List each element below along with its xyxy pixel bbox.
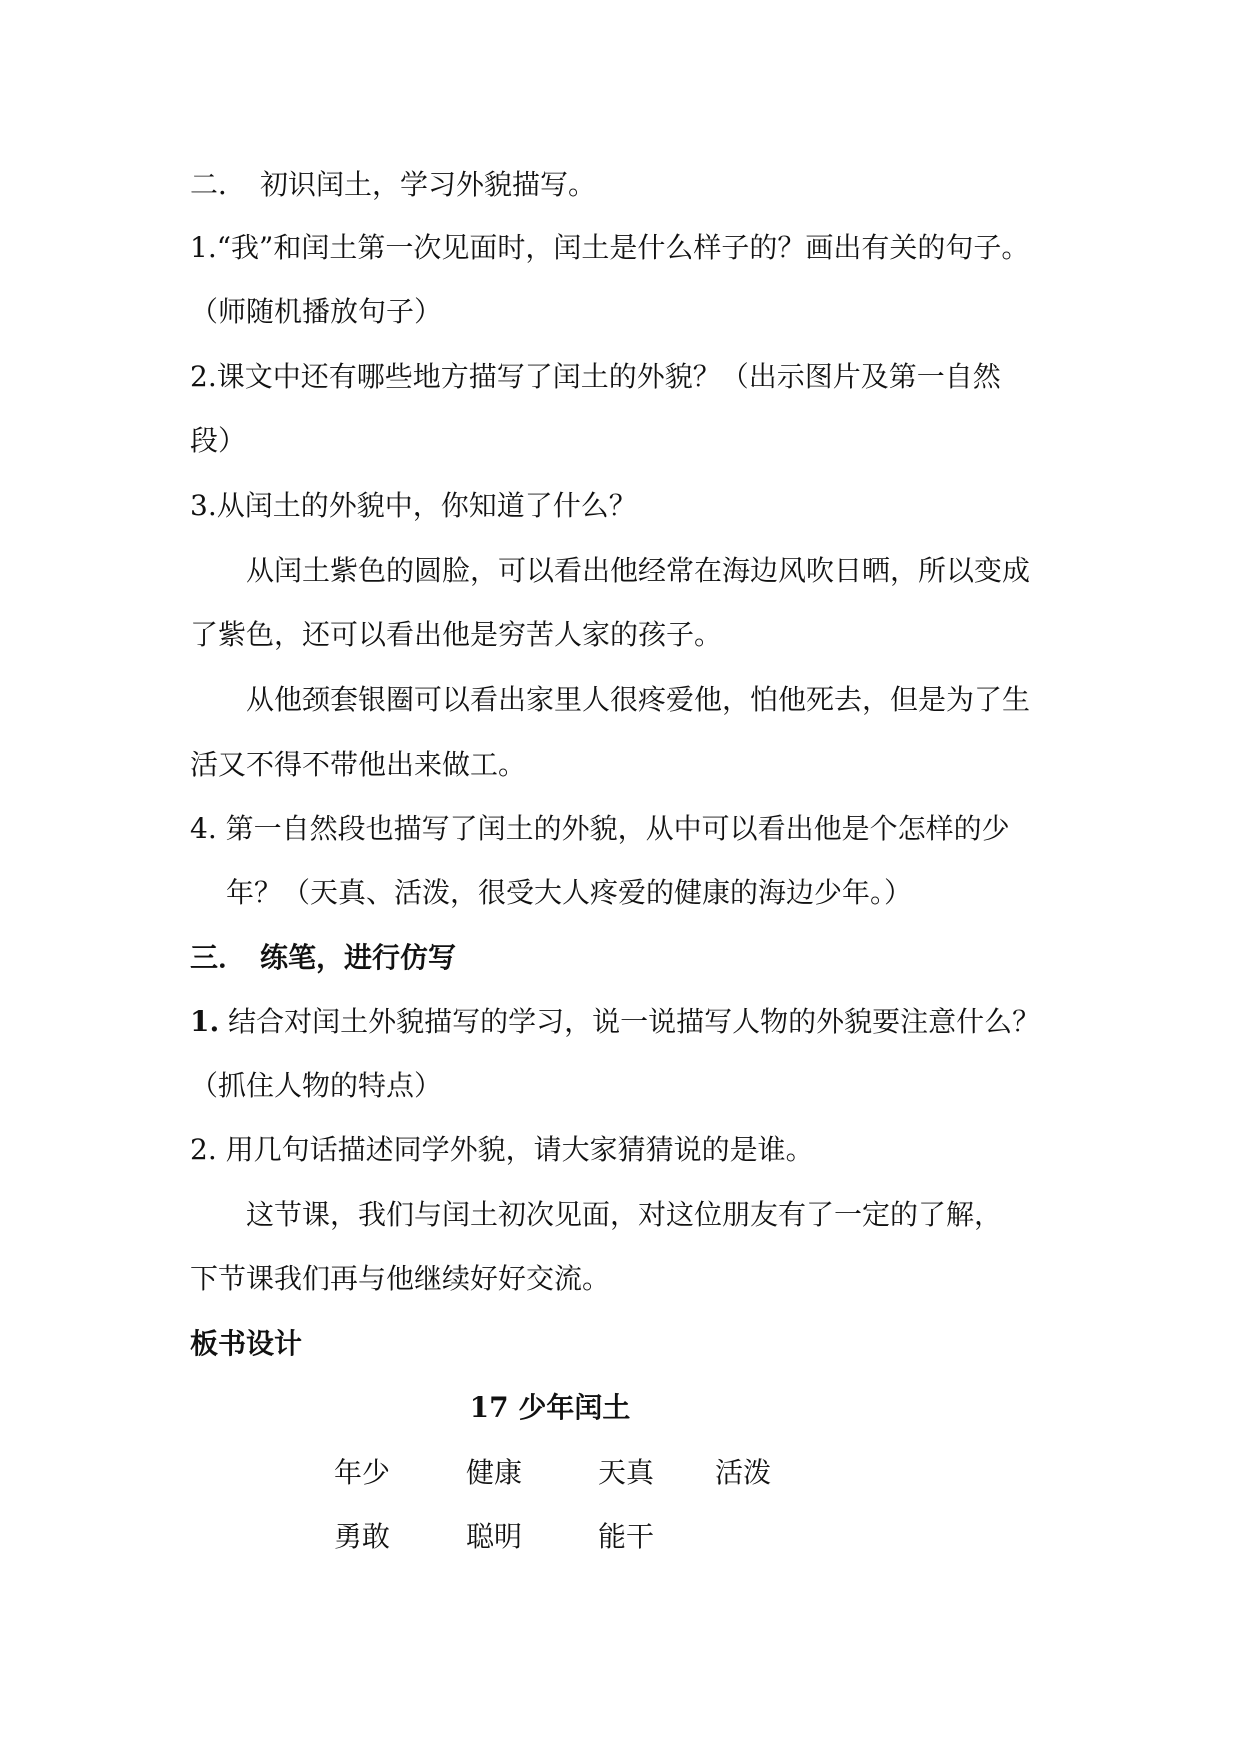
question-1-line-2: （师随机播放句子） [190,295,443,328]
board-word: 年少 [334,1456,391,1489]
question-4-line-1: 4. 第一自然段也描写了闰土的外貌，从中可以看出他是个怎样的少 [190,812,1010,845]
question-4-line-2: 年？（天真、活泼，很受大人疼爱的健康的海边少年。） [226,876,913,909]
practice-question-1 [190,1002,1040,1042]
board-word: 能干 [598,1520,655,1553]
question-1-line-1: 1.“我”和闰土第一次见面时，闰土是什么样子的？画出有关的句子。 [190,231,1030,264]
board-word: 活泼 [715,1456,772,1489]
practice-question-2: 2. 用几句话描述同学外貌，请大家猜猜说的是谁。 [190,1133,814,1166]
answer-2-line-2: 活又不得不带他出来做工。 [190,748,527,781]
board-word: 聪明 [466,1520,523,1553]
question-2-line-2: 段） [190,424,247,457]
board-word: 勇敢 [334,1520,391,1553]
practice-question-1-text: 结合对闰土外貌描写的学习，说一说描写人物的外貌要注意什么？ [228,1005,1041,1038]
question-2-line-1: 2.课文中还有哪些地方描写了闰土的外貌？（出示图片及第一自然 [190,360,1001,393]
answer-2-line-1: 从他颈套银圈可以看出家里人很疼爱他，怕他死去，但是为了生 [246,683,1031,716]
answer-1-line-1: 从闰土紫色的圆脸，可以看出他经常在海边风吹日晒，所以变成 [246,554,1031,587]
section-3-heading: 三． 练笔，进行仿写 [190,941,457,974]
answer-1-line-2: 了紫色，还可以看出他是穷苦人家的孩子。 [190,618,723,651]
question-3: 3.从闰土的外貌中，你知道了什么？ [190,489,637,522]
practice-question-1-number: 1. [190,1005,220,1038]
board-word: 天真 [598,1456,655,1489]
practice-question-1-line-2: （抓住人物的特点） [190,1069,443,1102]
closing-line-2: 下节课我们再与他继续好好交流。 [190,1262,611,1295]
board-design-heading: 板书设计 [190,1327,303,1360]
closing-line-1: 这节课，我们与闰土初次见面，对这位朋友有了一定的了解， [246,1198,1003,1231]
board-word: 健康 [466,1456,523,1489]
section-2-heading: 二． 初识闰土，学习外貌描写。 [190,168,597,201]
board-title: 17 少年闰土 [469,1391,631,1424]
